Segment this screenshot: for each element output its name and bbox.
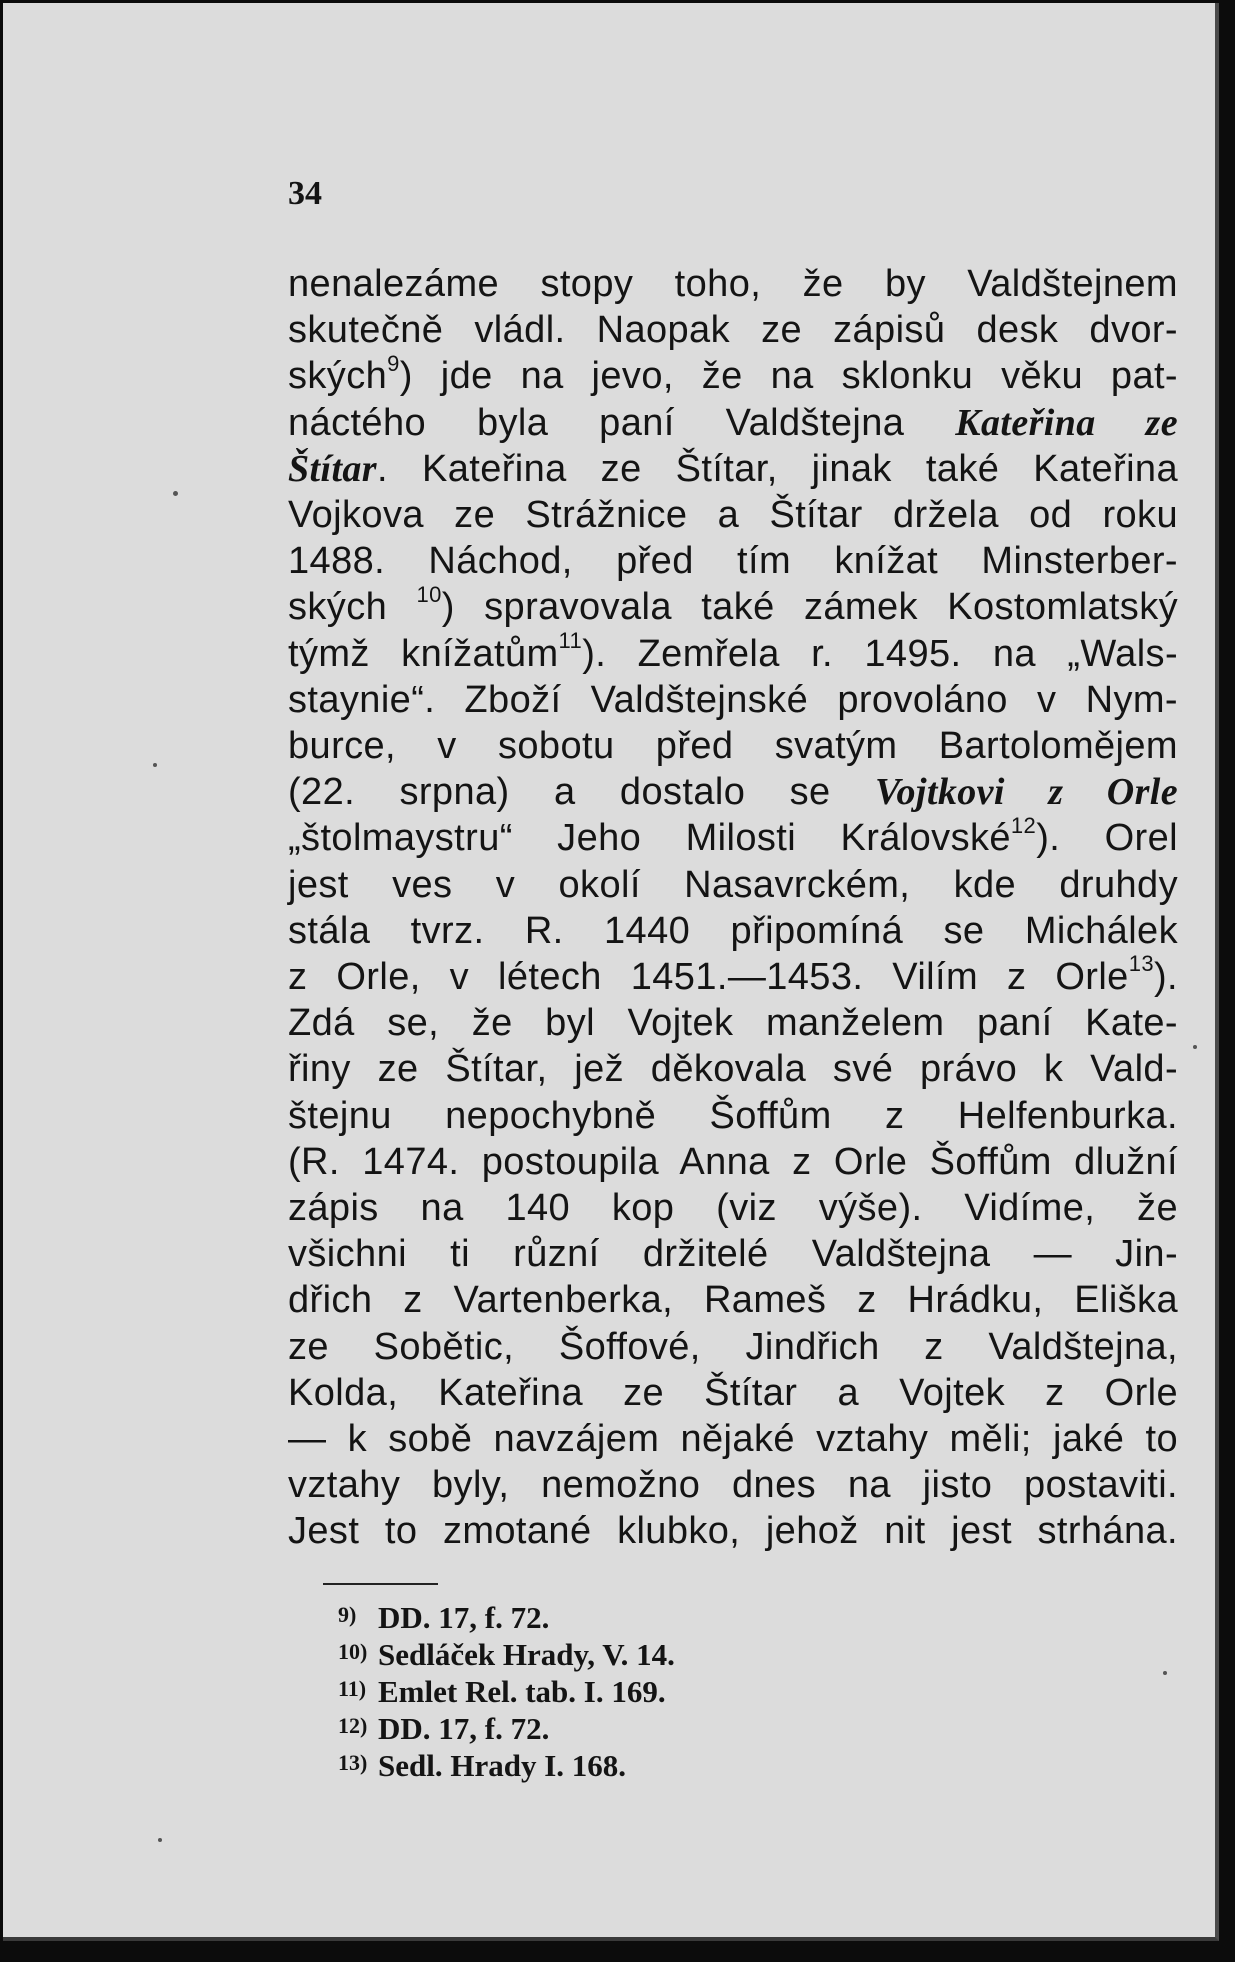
book-page: [3, 3, 1219, 1941]
text-line: [288, 1370, 1178, 1416]
line-text: Vojkova ze Strážnice a Štítar držela od roku: [288, 494, 1178, 537]
footnote-text: Sedláček Hrady, V. 14.: [378, 1637, 675, 1672]
scan-speck: [153, 763, 157, 767]
line-text: zápis na 140 kop (viz výše). Vidíme, že: [288, 1187, 1178, 1230]
line-text: (22. srpna) a dostalo se: [288, 771, 875, 814]
italic-name: Štítar: [288, 447, 377, 490]
text-line: [288, 1185, 1178, 1231]
line-text: ). Zemřela r. 1495. na „Wals-: [582, 632, 1178, 675]
text-line: [288, 1231, 1178, 1277]
line-text: Jest to zmotané klubko, jehož nit jest strhána.: [288, 1510, 1178, 1553]
footnote: [338, 1712, 675, 1749]
line-text: nenalezáme stopy toho, že by Valdštejnem: [288, 263, 1178, 305]
scan-speck: [173, 491, 178, 496]
footnote-mark: 12): [338, 1713, 368, 1738]
line-text: dřich z Vartenberka, Rameš z Hrádku, Eliška: [288, 1279, 1178, 1322]
text-line: [288, 350, 1178, 399]
line-text: z Orle, v létech 1451.—1453. Vilím z Orle: [288, 956, 1129, 999]
text-line: [288, 446, 1178, 492]
footnote: [338, 1675, 675, 1712]
line-text: řiny ze Štítar, jež děkovala své právo k Vald-: [288, 1048, 1178, 1091]
text-line: [288, 538, 1178, 584]
text-line: [288, 581, 1178, 630]
footnote-text: Emlet Rel. tab. I. 169.: [378, 1674, 666, 1709]
footnote-text: Sedl. Hrady I. 168.: [378, 1748, 627, 1783]
text-line: [288, 261, 1178, 307]
footnote-ref: 10: [416, 581, 442, 607]
footnote-ref: 11: [558, 627, 583, 653]
line-text: ). Orel: [1036, 817, 1178, 860]
text-line: [288, 307, 1178, 353]
footnote: [338, 1749, 675, 1786]
text-line: [288, 1000, 1178, 1046]
line-text: stála tvrz. R. 1440 připomíná se Michálek: [288, 909, 1178, 952]
line-text: štejnu nepochybně Šoffům z Helfenburka.: [288, 1094, 1178, 1137]
text-line: [288, 908, 1178, 954]
line-text: vztahy byly, nemožno dnes na jisto postaviti.: [288, 1464, 1178, 1507]
text-line: [288, 1324, 1178, 1370]
line-text: 1488. Náchod, před tím knížat Minsterber-: [288, 540, 1178, 583]
line-text: týmž knížatům: [288, 632, 559, 675]
body-text: [288, 261, 1178, 1555]
text-line: [288, 723, 1178, 769]
text-line: [288, 1462, 1178, 1508]
line-text: . Kateřina ze Štítar, jinak také Kateřina: [377, 447, 1178, 490]
scan-speck: [1163, 1671, 1167, 1675]
text-line: [288, 1508, 1178, 1554]
line-text: staynie“. Zboží Valdštejnské provoláno v Nym-: [288, 678, 1178, 721]
text-line: [288, 1093, 1178, 1139]
italic-name: Kateřina ze: [955, 401, 1178, 444]
footnote-ref: 12: [1010, 812, 1037, 838]
line-text: (R. 1474. postoupila Anna z Orle Šoffům dlužní: [288, 1140, 1178, 1183]
line-text: — k sobě navzájem nějaké vztahy měli; jaké to: [288, 1418, 1178, 1461]
text-line: [288, 1416, 1178, 1462]
line-text: ).: [1153, 956, 1178, 999]
text-line: [288, 627, 1178, 677]
footnote-mark: 11): [338, 1676, 367, 1701]
page-number: 34: [288, 175, 322, 212]
line-text: ských: [288, 586, 417, 629]
text-line: [288, 862, 1178, 908]
footnote: [338, 1601, 675, 1638]
footnote-separator: [323, 1583, 438, 1585]
line-text: jest ves v okolí Nasavrckém, kde druhdy: [288, 863, 1178, 906]
text-line: [288, 677, 1178, 723]
line-text: Zdá se, že byl Vojtek manželem paní Kate-: [288, 1002, 1178, 1045]
line-text: burce, v sobotu před svatým Bartolomějem: [288, 725, 1178, 768]
text-line: [288, 812, 1178, 861]
line-text: ) jde na jevo, že na sklonku věku pat-: [399, 355, 1178, 398]
scan-speck: [158, 1838, 162, 1842]
footnotes: [338, 1601, 675, 1786]
line-text: ) spravovala také zámek Kostomlatský: [441, 586, 1178, 629]
text-line: [288, 951, 1178, 1000]
footnote-mark: 13): [338, 1750, 368, 1775]
footnote-ref: 13: [1128, 951, 1154, 977]
line-text: ských: [288, 355, 388, 398]
text-line: [288, 400, 1178, 446]
footnote: [338, 1638, 675, 1675]
line-text: Kolda, Kateřina ze Štítar a Vojtek z Orle: [288, 1371, 1178, 1414]
footnote-text: DD. 17, f. 72.: [378, 1711, 550, 1746]
line-text: „štolmaystru“ Jeho Milosti Královské: [288, 817, 1011, 860]
footnote-text: DD. 17, f. 72.: [378, 1600, 550, 1635]
footnote-mark: 9): [338, 1602, 357, 1627]
line-text: skutečně vládl. Naopak ze zápisů desk dvor-: [288, 309, 1178, 352]
text-line: [288, 492, 1178, 538]
text-line: [288, 1277, 1178, 1323]
text-line: [288, 1139, 1178, 1185]
line-text: ze Sobětic, Šoffové, Jindřich z Valdštejna,: [288, 1325, 1178, 1368]
text-line: [288, 1046, 1178, 1092]
footnote-mark: 10): [338, 1639, 368, 1664]
line-text: všichni ti různí držitelé Valdštejna — Jin-: [288, 1233, 1178, 1276]
footnote-ref: 9: [387, 350, 400, 376]
text-line: [288, 769, 1178, 815]
scan-speck: [1193, 1045, 1197, 1049]
italic-name: Vojtkovi z Orle: [875, 771, 1178, 814]
line-text: náctého byla paní Valdštejna: [288, 401, 956, 444]
